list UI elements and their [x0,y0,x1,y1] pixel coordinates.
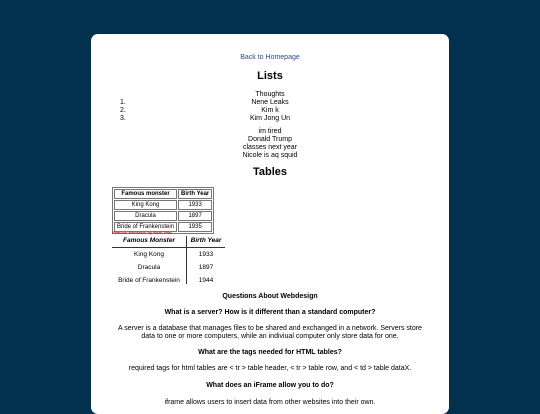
table-cell: 1897 [178,211,212,221]
column-header: Famous Monster [122,237,175,244]
table-cell: 1933 [178,200,212,210]
list-item: Nicole is aq squid [242,152,298,159]
table-row [114,200,212,210]
answer: data to one or more computers, while an indiviual computer only store data for one. [141,333,399,340]
list-item: classes next year [242,144,298,151]
list-number: 2. [120,107,126,114]
question: What is a server? How is it different than a standard computer? [164,309,376,316]
table-cell: King Kong [114,200,177,210]
webdesign-heading: Questions About Webdesign [222,293,318,300]
header-divider [112,247,225,248]
table-row [112,276,225,286]
list-number: 3. [120,115,126,122]
content-card [91,34,449,414]
list-number: 1. [120,99,126,106]
monster-table-bordered [112,187,214,234]
table-caption: Famous Monsters by Birth Year [112,230,172,235]
table-cell: Bride of Frankenstein [114,222,177,232]
back-to-homepage-link[interactable]: Back to Homepage [240,54,300,61]
list-item: Nene Leaks [251,99,289,106]
list-item: im tired [258,128,282,135]
list-item: Donald Trump [248,136,292,143]
answer: iframe allows users to insert data from other websites into their own. [164,399,376,406]
column-header: Birth Year [190,237,222,244]
column-header: Famous monster [114,189,177,199]
table-cell: 1897 [198,264,214,271]
list-item: Kim k [261,107,279,114]
table-cell: 1933 [198,251,214,258]
table-row [112,250,225,260]
table-cell: Dracula [137,264,161,271]
lists-heading: Lists [257,70,283,82]
answer: required tags for html tables are < tr > table header, < tr > table row, and < td > table dataX. [128,365,412,372]
table-header-row [114,189,212,199]
table-row [112,263,225,273]
thoughts-title: Thoughts [255,91,285,98]
question: What does an iFrame allow you to do? [206,382,334,389]
table-cell: King Kong [134,251,164,258]
table-cell: Bride of Frankenstein [118,277,180,284]
answer: A server is a database that manages files to be shared and exchanged in a network. Servers store [118,325,422,332]
tables-heading: Tables [252,166,288,178]
question: What are the tags needed for HTML tables? [198,349,342,356]
list-item: Kim Jong Un [249,115,291,122]
table-cell: 1944 [198,277,214,284]
table-row [114,211,212,221]
table-cell: 1935 [178,222,212,232]
table-cell: Dracula [114,211,177,221]
column-header: Birth Year [178,189,212,199]
